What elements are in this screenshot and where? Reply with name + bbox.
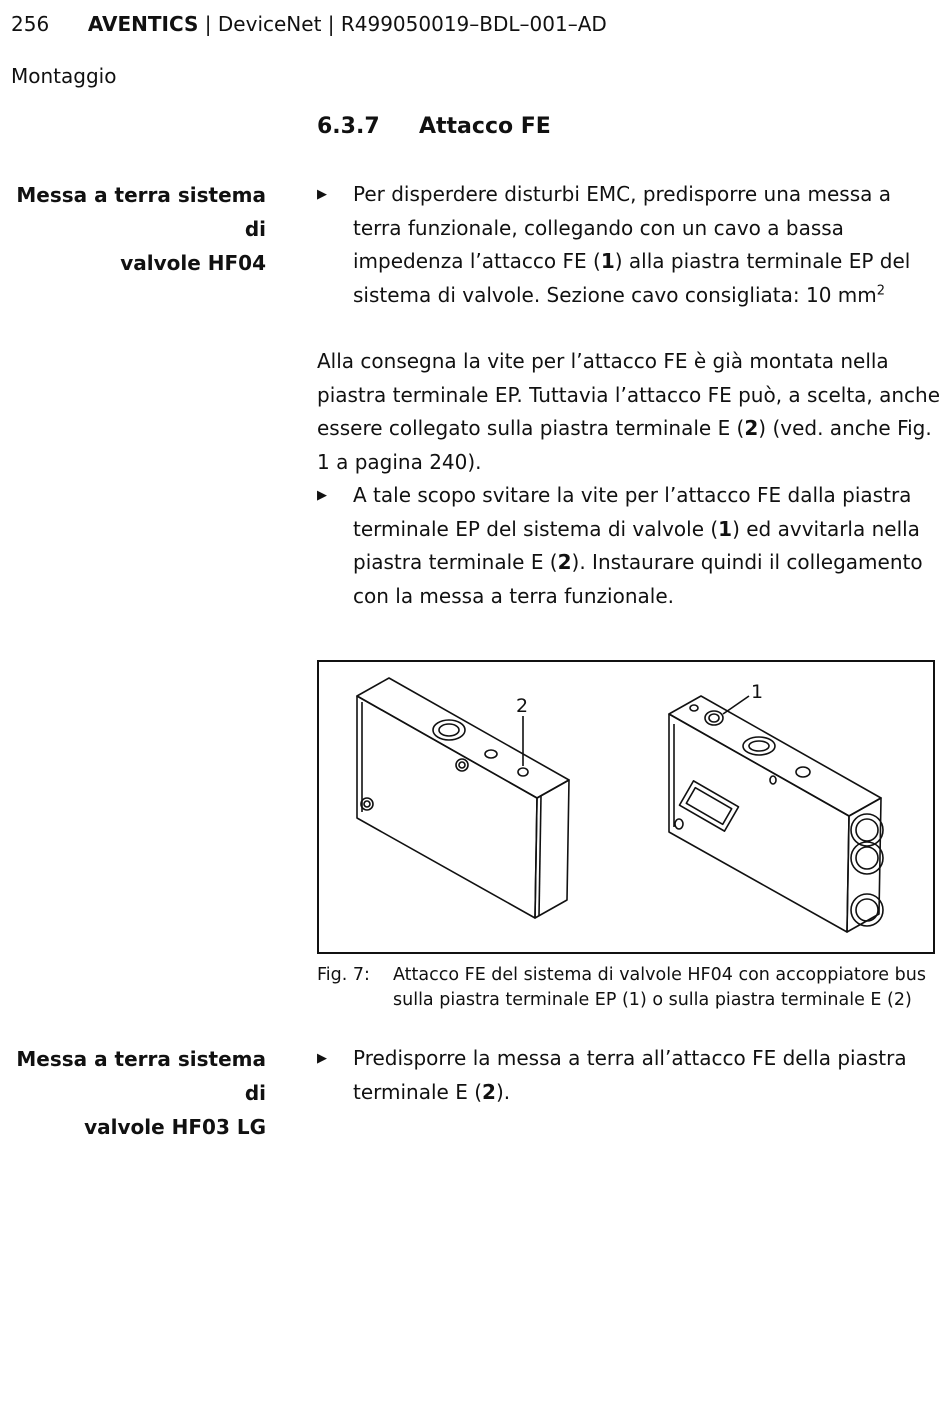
margin-heading-hf03: [10, 1042, 266, 1144]
margin-heading-line: valvole HF04: [120, 251, 266, 275]
instruction-text: Predisporre la messa a terra all’attacco FE della piastra terminale E (2).: [353, 1046, 907, 1104]
margin-heading-line: Messa a terra sistema di: [16, 183, 266, 241]
callout-2: 2: [516, 695, 529, 717]
margin-heading-hf04: [10, 178, 266, 280]
figure-caption: [317, 963, 942, 1013]
instruction-text: A tale scopo svitare la vite per l’attacco FE dalla piastra terminale EP del sistema di valvole (1) ed avvitarla nella piastra terminale E (2). Instaurare quindi il collegamento con la messa a terra funzionale.: [353, 483, 923, 608]
terminal-plate-e-drawing: [357, 678, 569, 918]
margin-heading-line: Messa a terra sistema di: [16, 1047, 266, 1105]
figure-illustration: [319, 662, 933, 952]
instruction-text: Per disperdere disturbi EMC, predisporre una messa a terra funzionale, collegando con un cavo a bassa impedenza l’attacco FE (1) alla piastra terminale EP del sistema di valvole. Sezione cavo consigliata: 10 $mm^2$: [353, 182, 911, 307]
figure-label: Fig. 7:: [317, 965, 370, 985]
instruction-bullet: [317, 479, 942, 613]
section-number: 6.3.7: [317, 114, 380, 139]
running-header: [11, 12, 607, 36]
section-title: Attacco FE: [419, 114, 551, 139]
figure-caption-text: Attacco FE del sistema di valvole HF04 con accoppiatore bus sulla piastra terminale EP (1) o sulla piastra terminale E (2): [393, 965, 926, 1010]
document-id: | DeviceNet | R499050019–BDL–001–AD: [198, 12, 607, 36]
bullet-arrow-icon: ▶: [317, 488, 327, 503]
bullet-arrow-icon: ▶: [317, 1051, 327, 1066]
margin-heading-line: valvole HF03 LG: [84, 1115, 266, 1139]
body-paragraph: Alla consegna la vite per l’attacco FE è già montata nella piastra terminale EP. Tuttavia l’attacco FE può, a scelta, anche essere collegato sulla piastra terminale E (2) (ved. anche Fig. 1 a pagina 240).: [317, 349, 941, 474]
terminal-plate-ep-drawing: [669, 696, 883, 932]
figure-frame: [317, 660, 935, 954]
instruction-bullet: [317, 1042, 942, 1109]
page-number: 256: [11, 12, 50, 36]
brand-name: AVENTICS: [87, 12, 199, 36]
bullet-arrow-icon: ▶: [317, 187, 327, 202]
callout-1: 1: [751, 681, 764, 703]
section-heading: [317, 114, 551, 139]
chapter-name: Montaggio: [11, 64, 117, 88]
instruction-bullet: [317, 178, 942, 312]
